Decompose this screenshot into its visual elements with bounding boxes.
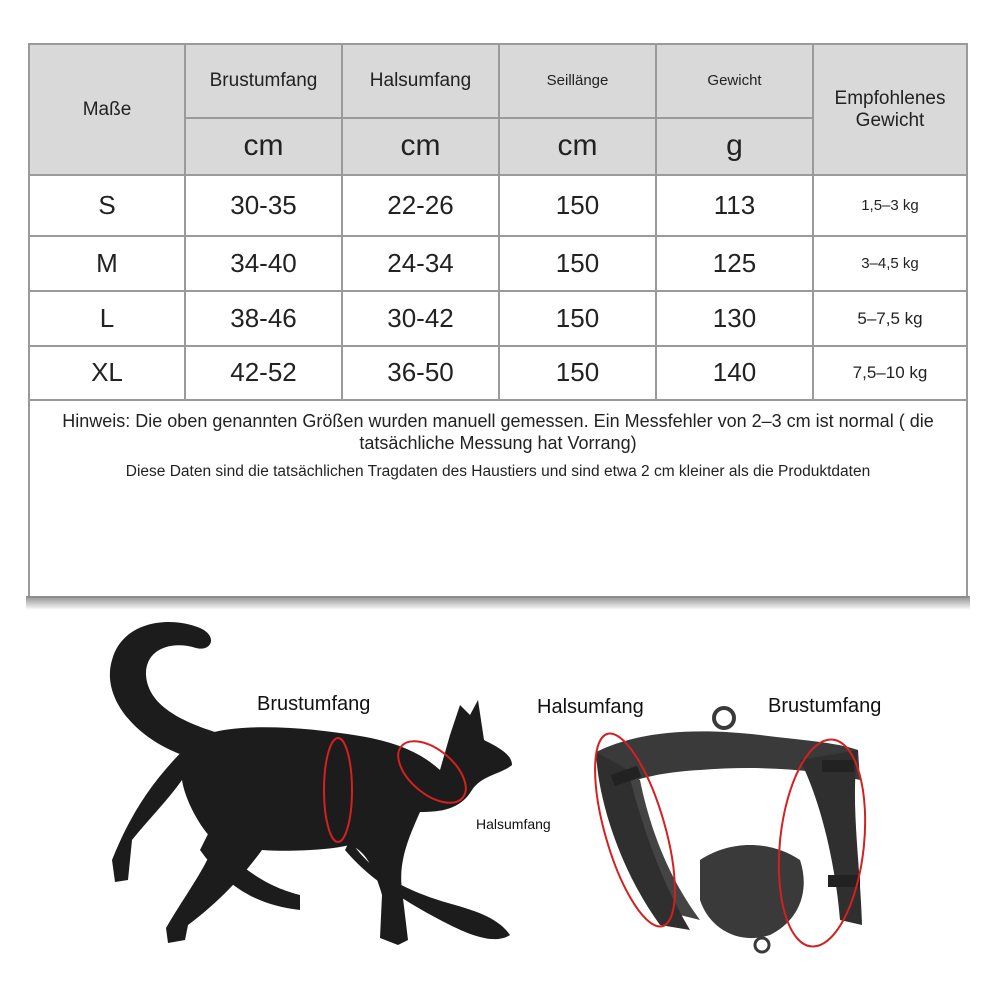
- row-s-size: S: [30, 176, 186, 237]
- row-xl-chest: 42-52: [186, 347, 343, 401]
- row-xl-size: XL: [30, 347, 186, 401]
- walking-cat-icon: [110, 622, 512, 945]
- harness-neck-label: Halsumfang: [537, 696, 644, 718]
- row-xl-rope: 150: [500, 347, 657, 401]
- row-s-chest: 30-35: [186, 176, 343, 237]
- row-s-weight: 113: [657, 176, 814, 237]
- row-xl-weight: 140: [657, 347, 814, 401]
- header-weight: Gewicht: [657, 45, 814, 119]
- row-l-neck: 30-42: [343, 292, 500, 347]
- header-recommended-weight: Empfohlenes Gewicht: [814, 45, 966, 176]
- row-m-recommended: 3–4,5 kg: [814, 237, 966, 292]
- row-l-chest: 38-46: [186, 292, 343, 347]
- row-l-rope: 150: [500, 292, 657, 347]
- row-s-recommended: 1,5–3 kg: [814, 176, 966, 237]
- header-chest-unit: cm: [186, 119, 343, 176]
- header-weight-unit: g: [657, 119, 814, 176]
- harness-chest-label: Brustumfang: [768, 695, 882, 717]
- row-m-chest: 34-40: [186, 237, 343, 292]
- row-l-size: L: [30, 292, 186, 347]
- wearing-data-note: Diese Daten sind die tatsächlichen Tragdaten des Haustiers und sind etwa 2 cm kleiner als die Produktdaten: [125, 463, 871, 480]
- row-l-weight: 130: [657, 292, 814, 347]
- cat-neck-label: Halsumfang: [476, 816, 551, 832]
- header-rope: Seillänge: [500, 45, 657, 119]
- header-neck: Halsumfang: [343, 45, 500, 119]
- row-m-weight: 125: [657, 237, 814, 292]
- harness-icon: [579, 708, 875, 952]
- row-s-rope: 150: [500, 176, 657, 237]
- header-measure: Maße: [30, 45, 186, 176]
- row-xl-neck: 36-50: [343, 347, 500, 401]
- header-neck-unit: cm: [343, 119, 500, 176]
- row-s-neck: 22-26: [343, 176, 500, 237]
- row-l-recommended: 5–7,5 kg: [814, 292, 966, 347]
- row-m-rope: 150: [500, 237, 657, 292]
- cat-chest-label: Brustumfang: [257, 693, 371, 715]
- header-rope-unit: cm: [500, 119, 657, 176]
- header-chest: Brustumfang: [186, 45, 343, 119]
- row-m-neck: 24-34: [343, 237, 500, 292]
- row-m-size: M: [30, 237, 186, 292]
- measurement-note: Hinweis: Die oben genannten Größen wurden manuell gemessen. Ein Messfehler von 2–3 cm ist normal ( die tatsächliche Messung hat Vorrang): [62, 411, 934, 453]
- row-xl-recommended: 7,5–10 kg: [814, 347, 966, 401]
